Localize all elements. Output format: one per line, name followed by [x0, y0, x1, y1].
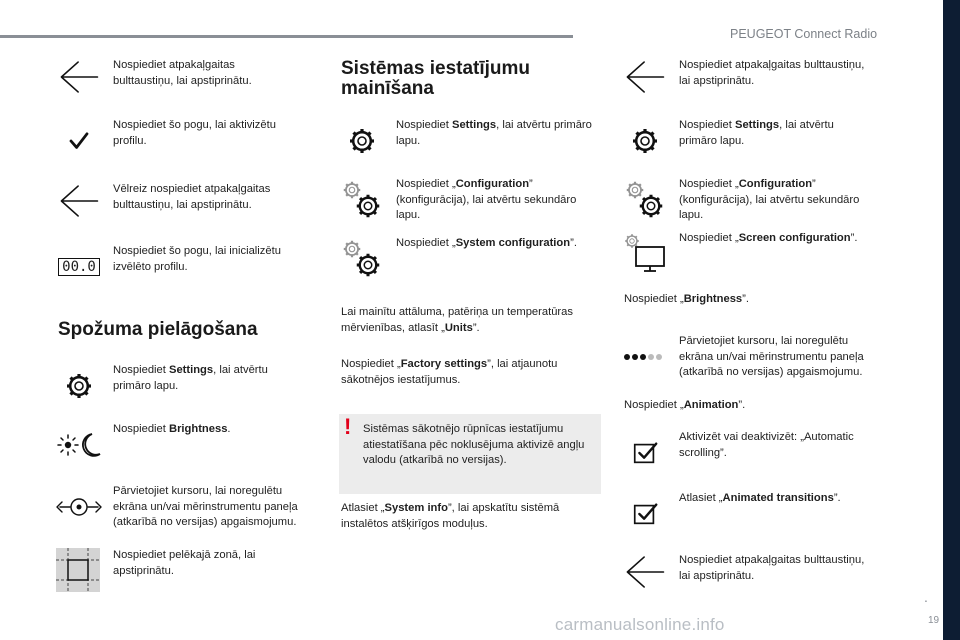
col2-step-text: Nospiediet „System configuration”.: [396, 237, 577, 249]
checkbox-icon: [622, 491, 668, 537]
col2-step-settings: [339, 118, 596, 164]
col3-step-text: Nospiediet Settings, lai atvērtu primāro lapu.: [679, 119, 834, 147]
col2-units-paragraph: Lai mainītu attāluma, patēriņa un temperatūras mērvienības, atlasīt „Units”.: [341, 306, 573, 334]
col3-step-back-confirm: [622, 58, 869, 96]
back-arrow-icon: [56, 182, 102, 220]
warning-box: [339, 414, 601, 494]
col1-step-text: Vēlreiz nospiediet atpakaļgaitas bulttaustiņu, lai apstiprinātu.: [113, 183, 271, 211]
section-heading-system-settings: Sistēmas iestatījumu mainīšana: [341, 58, 531, 99]
header-title: PEUGEOT Connect Radio: [730, 27, 878, 41]
top-rule: [0, 35, 573, 38]
col1-step-text: Nospiediet pelēkajā zonā, lai apstiprinātu.: [113, 549, 256, 577]
col3-step-text: Nospiediet atpakaļgaitas bulttaustiņu, lai apstiprinātu.: [679, 59, 865, 87]
col3-step-animated-transitions: [622, 491, 884, 537]
col2-factory-paragraph: Nospiediet „Factory settings”, lai atjaunotu sākotnējos iestatījumus.: [341, 358, 558, 386]
section-heading-brightness: Spožuma pielāgošana: [58, 319, 258, 340]
col3-step-slider: [622, 334, 869, 381]
col3-step-text: Pārvietojiet kursoru, lai noregulētu ekrāna un/vai mērinstrumentu paneļa (atkarībā no versijas) apgaismojumu.: [679, 335, 864, 378]
warning-text: Sistēmas sākotnējo rūpnīcas iestatījumu atiestatīšana pēc noklusējuma aktivizē angļu valodu (atkarībā no versijas).: [363, 423, 585, 466]
checkmark-icon: [56, 118, 102, 164]
col1-step-initialize: [56, 244, 298, 290]
warning-icon: !: [344, 414, 352, 439]
back-arrow-icon: [622, 553, 668, 591]
col1-step-activate: [56, 118, 293, 164]
col1-step-text: Nospiediet atpakaļgaitas bulttaustiņu, lai apstiprinātu.: [113, 59, 252, 87]
col1-step-text: Nospiediet šo pogu, lai aktivizētu profilu.: [113, 119, 276, 147]
col2-step-configuration: [339, 177, 601, 224]
col1-step-slider: [56, 484, 303, 531]
col1-step-grey-zone: [56, 548, 293, 592]
grey-zone-icon: [56, 548, 100, 592]
col3-step-text: Atlasiet „Animated transitions”.: [679, 492, 841, 504]
col2-system-info-paragraph: Atlasiet „System info”, lai apskatītu sistēmā instalētos atšķirīgos moduļus.: [341, 502, 560, 530]
reset-value-label: 00.0: [58, 258, 100, 276]
back-arrow-icon: [56, 58, 102, 96]
configuration-gears-icon: [339, 177, 385, 223]
level-dots-icon: [622, 334, 668, 380]
col3-step-text: Aktivizēt vai deaktivizēt: „Automatic scrolling”.: [679, 431, 854, 459]
col1-step-brightness: [56, 422, 293, 468]
configuration-gears-icon: [339, 236, 385, 282]
col1-step-settings: [56, 363, 293, 409]
brightness-icon: [56, 422, 102, 468]
col3-step-screen-config: [622, 231, 884, 277]
watermark: carmanualsonline.info: [555, 615, 725, 634]
col3-step-auto-scroll: [622, 430, 884, 476]
col3-step-text: Nospiediet „Screen configuration”.: [679, 232, 858, 244]
screen-icon: [622, 231, 668, 277]
page-number: 19: [928, 615, 940, 626]
slider-icon: [56, 484, 102, 530]
col1-step-back-confirm: [56, 58, 293, 96]
checkbox-icon: [622, 430, 668, 476]
col1-step-text: Nospiediet Brightness.: [113, 423, 231, 435]
col1-step-text: Nospiediet šo pogu, lai inicializētu izvēlēto profilu.: [113, 245, 281, 273]
configuration-gears-icon: [622, 177, 668, 223]
settings-gear-icon: [622, 118, 668, 164]
col3-step-settings: [622, 118, 869, 164]
col3-brightness-paragraph: Nospiediet „Brightness”.: [624, 293, 749, 305]
reset-value-icon: [56, 244, 102, 290]
col2-step-text: Nospiediet Settings, lai atvērtu primāro lapu.: [396, 119, 592, 147]
col1-step-text: Pārvietojiet kursoru, lai noregulētu ekrāna un/vai mērinstrumentu paneļa (atkarībā no versijas) apgaismojumu.: [113, 485, 298, 528]
col3-step-text: Nospiediet „Configuration” (konfigurācija), lai atvērtu sekundāro lapu.: [679, 178, 860, 221]
col2-step-text: Nospiediet „Configuration” (konfigurācija), lai atvērtu sekundāro lapu.: [396, 178, 577, 221]
col1-step-text: Nospiediet Settings, lai atvērtu primāro lapu.: [113, 364, 268, 392]
sidebar-strip: [943, 0, 960, 640]
col2-step-system-config: [339, 236, 601, 282]
settings-gear-icon: [56, 363, 102, 409]
back-arrow-icon: [622, 58, 668, 96]
col3-step-configuration: [622, 177, 884, 224]
page-dot: .: [924, 589, 928, 605]
col3-step-text: Nospiediet atpakaļgaitas bulttaustiņu, lai apstiprinātu.: [679, 554, 865, 582]
col3-step-back-final: [622, 553, 869, 591]
col1-step-back-again: [56, 182, 303, 220]
settings-gear-icon: [339, 118, 385, 164]
col3-animation-paragraph: Nospiediet „Animation”.: [624, 399, 746, 411]
